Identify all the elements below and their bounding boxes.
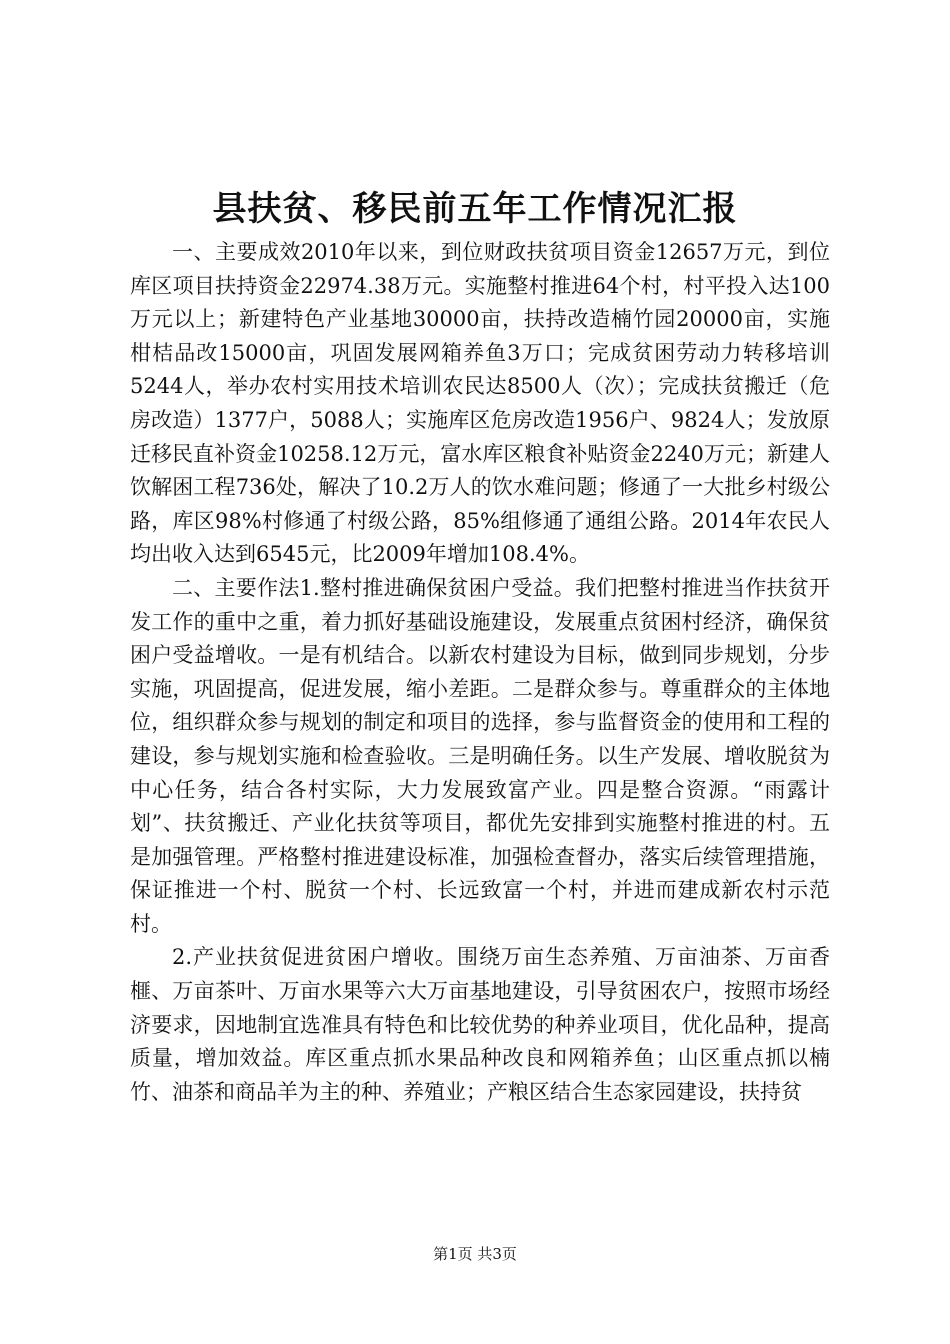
paragraph-main-results: 一、主要成效2010年以来，到位财政扶贫项目资金12657万元，到位库区项目扶持资金22974.38万元。实施整村推进64个村，村平投入达100万元以上；新建特色产业基地30000亩，扶持改造楠竹园20000亩，实施柑桔品改15000亩，巩固发展网箱养鱼3万口；完成贫困劳动力转移培训5244人，举办农村实用技术培训农民达8500人（次）；完成扶贫搬迁（危房改造）1377户，5088人；实施库区危房改造1956户、9824人；发放原迁移民直补资金10258.12万元，富水库区粮食补贴资金2240万元；新建人饮解困工程736处，解决了10.2万人的饮水难问题；修通了一大批乡村级公路，库区98%村修通了村级公路，85%组修通了通组公路。2014年农民人均出收入达到6545元，比2009年增加108.4%。 (130, 240, 830, 567)
paragraph-main-methods: 二、主要作法1.整村推进确保贫困户受益。我们把整村推进当作扶贫开发工作的重中之重，着力抓好基础设施建设，发展重点贫困村经济，确保贫困户受益增收。一是有机结合。以新农村建设为目标，做到同步规划，分步实施，巩固提高，促进发展，缩小差距。二是群众参与。尊重群众的主体地位，组织群众参与规划的制定和项目的选择，参与监督资金的使用和工程的建设，参与规划实施和检查验收。三是明确任务。以生产发展、增收脱贫为中心任务，结合各村实际，大力发展致富产业。四是整合资源。“雨露计划”、扶贫搬迁、产业化扶贫等项目，都优先安排到实施整村推进的村。五是加强管理。严格整村推进建设标准，加强检查督办，落实后续管理措施，保证推进一个村、脱贫一个村、长远致富一个村，并进而建成新农村示范村。 (130, 575, 830, 936)
paragraph-industry-poverty-alleviation: 2.产业扶贫促进贫困户增收。围绕万亩生态养殖、万亩油茶、万亩香榧、万亩茶叶、万亩水果等六大万亩基地建设，引导贫困农户，按照市场经济要求，因地制宜选准具有特色和比较优势的种养业项目，优化品种，提高质量，增加效益。库区重点抓水果品种改良和网箱养鱼；山区重点抓以楠竹、油茶和商品羊为主的种、养殖业；产粮区结合生态家园建设，扶持贫 (130, 945, 830, 1104)
document-title: 县扶贫、移民前五年工作情况汇报 (212, 189, 738, 229)
document-body (130, 236, 830, 1109)
page-footer: 第1页 共3页 (433, 1245, 517, 1263)
